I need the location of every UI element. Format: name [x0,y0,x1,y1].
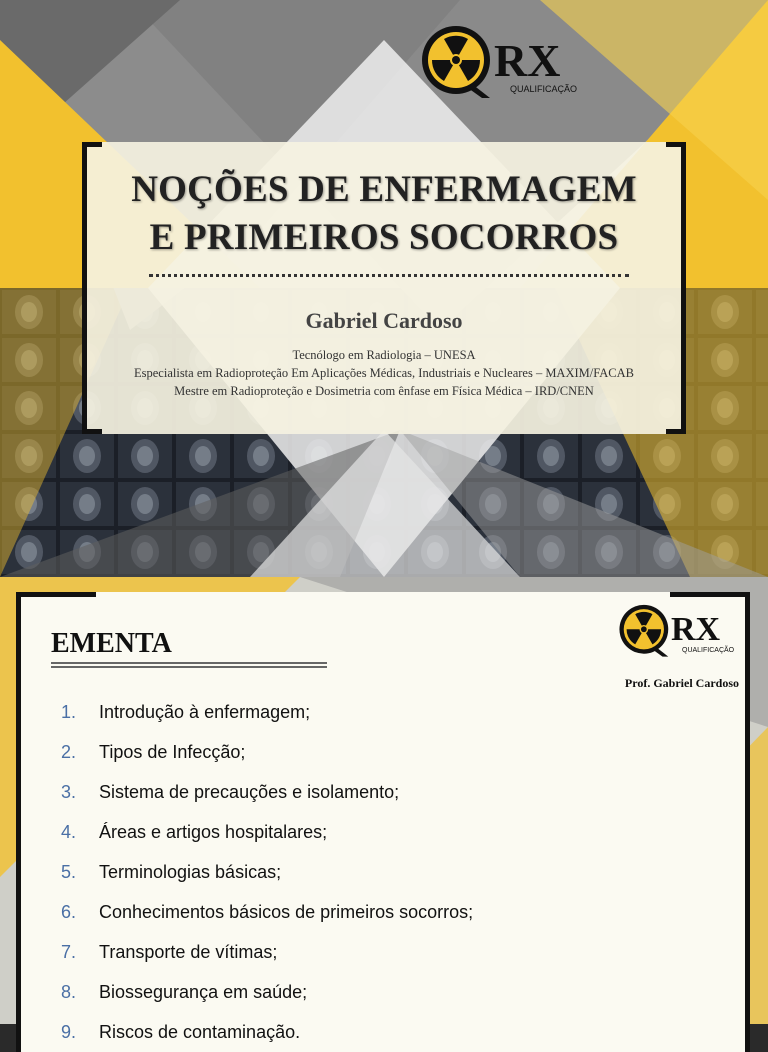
item-number: 1. [61,701,77,722]
logo-subtitle: QUALIFICAÇÃO [510,84,578,94]
heading-underline [51,666,327,668]
item-text: Áreas e artigos hospitalares; [99,821,328,842]
ementa-card [16,592,750,1052]
credential-line: Mestre em Radioproteção e Dosimetria com ênfase em Física Médica – IRD/CNEN [174,384,594,398]
item-number: 6. [61,901,77,922]
item-number: 3. [61,781,77,802]
item-text: Tipos de Infecção; [99,741,246,762]
list-item [51,772,473,812]
radiation-icon [420,22,498,100]
item-number: 9. [61,1021,77,1042]
item-number: 5. [61,861,77,882]
ementa-heading: EMENTA [51,628,172,659]
credential-line: Especialista em Radioproteção Em Aplicações Médicas, Industriais e Nucleares – MAXIM/FACAB [134,366,634,380]
list-item [51,812,473,852]
professor-signature: Prof. Gabriel Cardoso [624,676,739,690]
item-number: 8. [61,981,77,1002]
item-number: 2. [61,741,77,762]
slide-title-line2: E PRIMEIROS SOCORROS [149,217,619,258]
credential-line: Tecnólogo em Radiologia – UNESA [292,348,476,362]
dotted-divider [149,274,629,277]
item-text: Terminologias básicas; [99,861,282,882]
logo-brand-text: RX [671,611,721,648]
radiation-icon [618,602,674,658]
list-item [51,972,473,1012]
qrx-logo-small [618,602,735,658]
list-item [51,1012,473,1052]
author-name: Gabriel Cardoso [305,308,463,333]
logo-brand-text: RX [494,35,561,86]
list-item [51,852,473,892]
list-item [51,692,473,732]
item-number: 7. [61,941,77,962]
qrx-logo [420,22,578,100]
list-item [51,932,473,972]
slide-title-line1: NOÇÕES DE ENFERMAGEM [131,169,637,210]
item-text: Sistema de precauções e isolamento; [99,781,400,802]
ementa-slide [0,577,768,1042]
item-text: Introdução à enfermagem; [99,701,311,722]
list-item [51,892,473,932]
item-number: 4. [61,821,77,842]
ementa-list [51,692,473,1052]
item-text: Transporte de vítimas; [99,941,278,962]
item-text: Biossegurança em saúde; [99,981,308,1002]
title-card [82,142,686,434]
item-text: Conhecimentos básicos de primeiros socorros; [99,901,474,922]
item-text: Riscos de contaminação. [99,1021,301,1042]
list-item [51,732,473,772]
logo-subtitle: QUALIFICAÇÃO [682,647,735,654]
heading-underline [51,662,327,664]
